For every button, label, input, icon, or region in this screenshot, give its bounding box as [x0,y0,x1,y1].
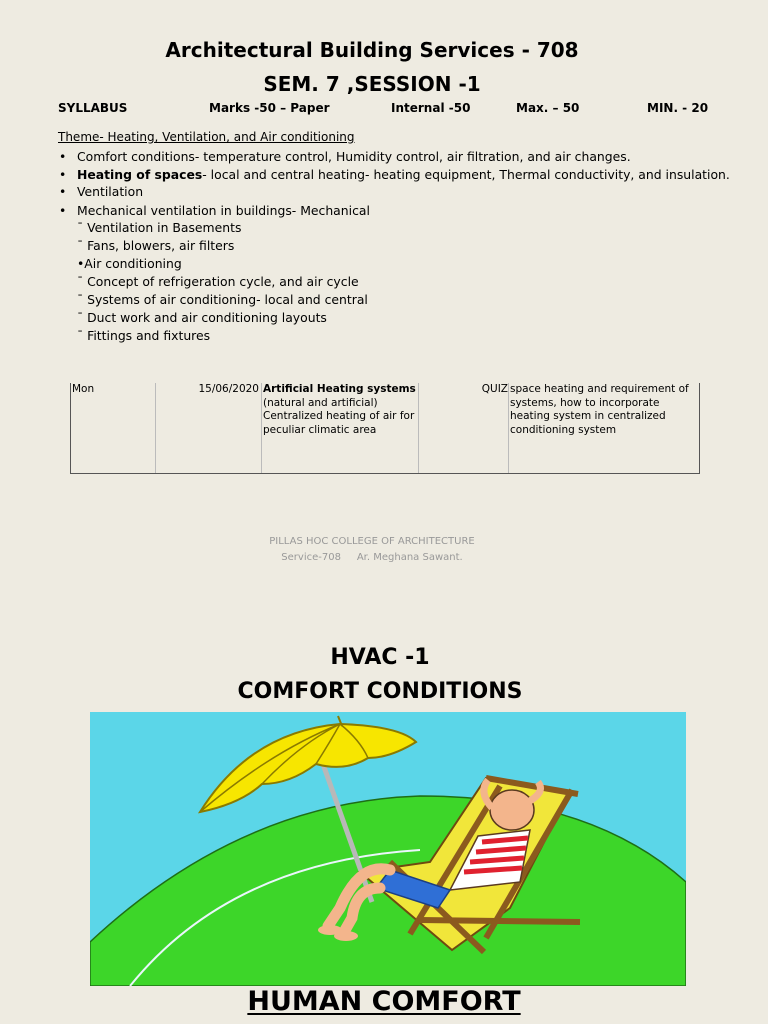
syllabus-subitem: ¯ Fittings and fixtures [77,328,211,343]
syllabus-label: SYLLABUS [58,101,128,115]
theme-heading: Theme- Heating, Ventilation, and Air conditioning [58,130,355,144]
schedule-topic-detail: (natural and artificial) Centralized heating of air for peculiar climatic area [263,396,415,436]
slide-title: HVAC -1 [330,645,430,670]
schedule-topic [263,383,417,437]
syllabus-item [77,167,730,182]
marks-label: Marks -50 – Paper [209,101,330,115]
schedule-activity: QUIZ [481,383,508,395]
max-label: Max. – 50 [516,101,580,115]
schedule-date: 15/06/2020 [198,383,259,395]
min-label: MIN. - 20 [647,101,709,115]
internal-label: Internal -50 [391,101,471,115]
human-comfort-caption: HUMAN COMFORT [247,986,521,1017]
table-divider [155,383,156,473]
syllabus-subitem: ¯ Concept of refrigeration cycle, and air cycle [77,274,359,289]
slide-subtitle: COMFORT CONDITIONS [237,679,523,704]
footer-college: PILLAS HOC COLLEGE OF ARCHITECTURE [269,536,475,547]
syllabus-item: • Comfort conditions- temperature control, Humidity control, air filtration, and air changes. [77,149,631,164]
syllabus-item-rest: - local and central heating- heating equipment, Thermal conductivity, and insulation. [202,167,730,182]
beach-umbrella-illustration [90,712,686,986]
syllabus-item: • Mechanical ventilation in buildings- Mechanical [77,203,370,218]
syllabus-subitem: ¯ Systems of air conditioning- local and central [77,292,368,307]
table-divider [261,383,262,473]
syllabus-item-bold: Heating of spaces [77,167,203,182]
schedule-topic-title: Artificial Heating systems [263,383,416,395]
table-divider [418,383,419,473]
schedule-notes: space heating and requirement of systems, how to incorporate heating system in centralized conditioning system [510,383,689,436]
syllabus-subitem: ¯ Duct work and air conditioning layouts [77,310,327,325]
schedule-day: Mon [72,383,95,395]
document-title: Architectural Building Services - 708 [165,38,579,62]
table-divider [508,383,509,473]
footer-course: Service-708 Ar. Meghana Sawant. [281,552,463,563]
syllabus-subitem: ¯ Fans, blowers, air filters [77,238,235,253]
document-subtitle: SEM. 7 ,SESSION -1 [263,72,481,96]
syllabus-item: •Air conditioning [77,256,182,271]
syllabus-subitem: ¯ Ventilation in Basements [77,220,242,235]
schedule-table [70,383,700,474]
syllabus-item: • Ventilation [77,184,143,199]
